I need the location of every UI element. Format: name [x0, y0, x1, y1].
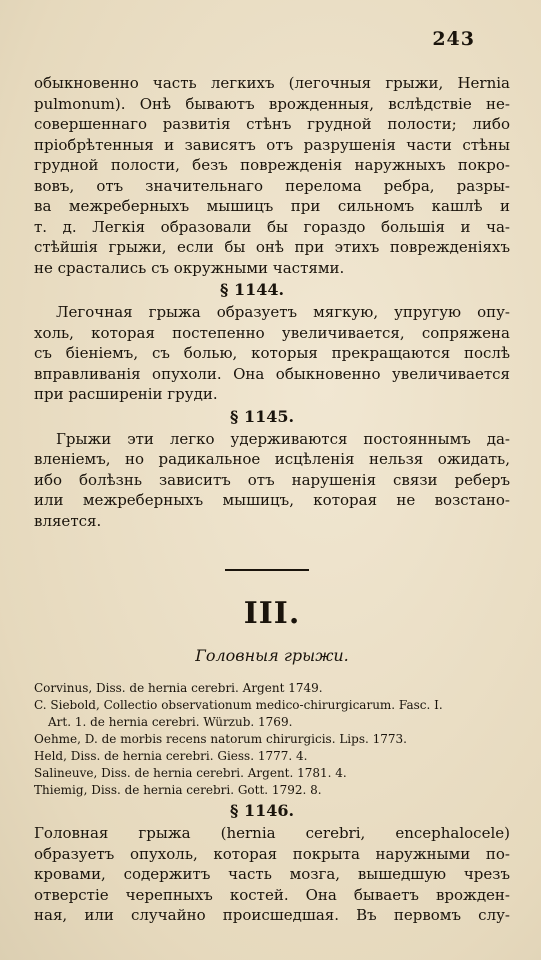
text-line: стѣйшія грыжи, если бы онѣ при этихъ поврежденіяхъ	[34, 238, 510, 256]
text-line: обыкновенно часть легкихъ (легочныя грыжи, Hernia	[34, 74, 510, 92]
chapter-numeral: III.	[243, 596, 301, 631]
text-line: т. д. Легкія образовали бы гораздо большія и ча-	[34, 217, 510, 236]
text-line: съ біеніемъ, съ болью, которыя прекращаются послѣ	[34, 344, 510, 362]
section-1145-heading: § 1145.	[230, 406, 295, 426]
text-line: грудной полости, безъ поврежденія наружныхъ покро-	[34, 156, 510, 174]
text-line: ва межреберныхъ мышицъ при сильномъ кашлѣ и	[34, 197, 510, 215]
text-line: Грыжи эти легко удерживаются постояннымъ да-	[56, 429, 510, 448]
section-1144-heading: § 1144.	[220, 280, 285, 299]
paragraph-1145	[34, 429, 510, 532]
spacer	[34, 570, 510, 594]
spacer	[34, 531, 510, 569]
text-line: холь, которая постепенно увеличивается, сопряжена	[34, 323, 510, 342]
text-line: кровами, содержитъ часть мозга, вышедшую чрезъ	[34, 865, 510, 883]
bibliography-entry: C. Siebold, Collectio observationum medico-chirurgicarum. Fasc. I.	[34, 698, 443, 712]
text-line: Легочная грыжа образуетъ мягкую, упругую опу-	[56, 303, 510, 321]
text-line: или межреберныхъ мышицъ, которая не возстано-	[34, 491, 510, 509]
bibliography-entry: Oehme, D. de morbis recens natorum chirurgicis. Lips. 1773.	[34, 732, 407, 746]
text-line: совершеннаго развитія стѣнъ грудной полости; либо	[34, 115, 510, 133]
bibliography-entry: Art. 1. de hernia cerebri. Würzub. 1769.	[48, 715, 293, 729]
spacer	[34, 668, 510, 680]
spacer	[34, 634, 510, 644]
text-line: вовъ, отъ значительнаго перелома ребра, разры-	[34, 176, 510, 195]
bibliography-entry: Salineuve, Diss. de hernia cerebri. Argent. 1781. 4.	[34, 766, 347, 780]
bibliography-entry: Held, Diss. de hernia cerebri. Giess. 1777. 4.	[34, 749, 308, 763]
text-line: ная, или случайно происшедшая. Въ первомъ слу-	[34, 906, 510, 924]
paragraph-1144	[34, 302, 510, 405]
text-line: вправливанія опухоли. Она обыкновенно увеличивается	[34, 364, 510, 383]
text-line: ибо болѣзнь зависитъ отъ нарушенія связи реберъ	[34, 470, 510, 489]
bibliography-entry: Corvinus, Diss. de hernia cerebri. Argent 1749.	[34, 681, 323, 695]
page-body	[34, 73, 510, 926]
text-line: Головная грыжа (hernia cerebri, encephalocele)	[34, 824, 510, 842]
text-line: отверстіе черепныхъ костей. Она бываетъ врожден-	[34, 885, 510, 904]
paragraph-pulmonary-hernia-intro	[34, 73, 510, 278]
text-line: не срастались съ окружными частями.	[34, 258, 345, 277]
paragraph-1146	[34, 823, 510, 926]
text-line: вляется.	[34, 511, 102, 530]
text-line: вленіемъ, но радикальное исцѣленія нельзя ожидать,	[34, 450, 510, 468]
page-number: 243	[432, 28, 475, 50]
chapter-title: Головныя грыжи.	[195, 646, 349, 665]
bibliography-list	[34, 680, 510, 799]
text-line: пріобрѣтенныя и зависятъ отъ разрушенія части стѣны	[34, 135, 510, 154]
text-line: при расширеніи груди.	[34, 385, 218, 403]
section-1146-heading: § 1146.	[230, 801, 295, 820]
text-line: pulmonum). Онѣ бываютъ врожденныя, вслѣдствіе не-	[34, 94, 510, 113]
bibliography-entry: Thiemig, Diss. de hernia cerebri. Gott. 1792. 8.	[34, 783, 322, 797]
text-line: образуетъ опухоль, которая покрыта наружными по-	[34, 844, 510, 863]
